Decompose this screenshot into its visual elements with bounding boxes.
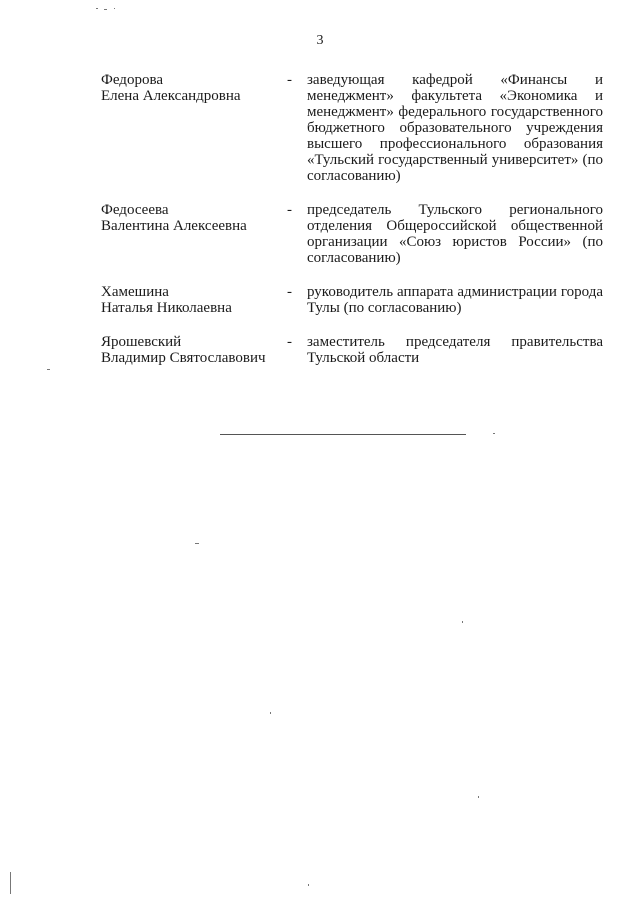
end-of-list-rule [220, 434, 466, 435]
member-position: председатель Тульского регионального отделения Общероссийской общественной организации «Союз юристов России» (по согласованию) [307, 202, 603, 266]
scan-speck [104, 9, 107, 10]
member-given-names: Валентина Алексеевна [101, 218, 247, 234]
scan-speck [114, 8, 115, 9]
member-name [101, 72, 286, 104]
scan-speck [47, 369, 50, 370]
scan-speck [308, 884, 309, 886]
member-given-names: Наталья Николаевна [101, 300, 232, 316]
member-position: руководитель аппарата администрации города Тулы (по согласованию) [307, 284, 603, 316]
member-surname: Ярошевский [101, 334, 182, 350]
member-name [101, 284, 286, 316]
member-entry [101, 334, 603, 366]
member-surname: Федосеева [101, 202, 169, 218]
member-entry [101, 284, 603, 316]
member-dash: - [287, 334, 292, 350]
scan-speck [195, 543, 199, 544]
member-dash: - [287, 284, 292, 300]
member-position: заведующая кафедрой «Финансы и менеджмент» факультета «Экономика и менеджмент» федерального государственного бюджетного образовательного учреждения высшего профессионального образования «Тульский государственный университет» (по согласованию) [307, 72, 603, 184]
member-name [101, 202, 286, 234]
scan-speck [478, 796, 479, 798]
member-dash: - [287, 202, 292, 218]
member-given-names: Елена Александровна [101, 88, 241, 104]
member-given-names: Владимир Святославович [101, 350, 266, 366]
scan-speck [96, 8, 98, 9]
scan-speck [493, 433, 495, 434]
scan-speck [462, 621, 463, 623]
scan-speck [10, 872, 11, 894]
member-name [101, 334, 286, 366]
member-entry [101, 202, 603, 266]
member-entry [101, 72, 603, 184]
member-surname: Хамешина [101, 284, 169, 300]
page-number: 3 [316, 33, 324, 48]
member-surname: Федорова [101, 72, 163, 88]
member-dash: - [287, 72, 292, 88]
scan-speck [270, 712, 271, 714]
member-position: заместитель председателя правительства Тульской области [307, 334, 603, 366]
member-list [101, 72, 603, 366]
